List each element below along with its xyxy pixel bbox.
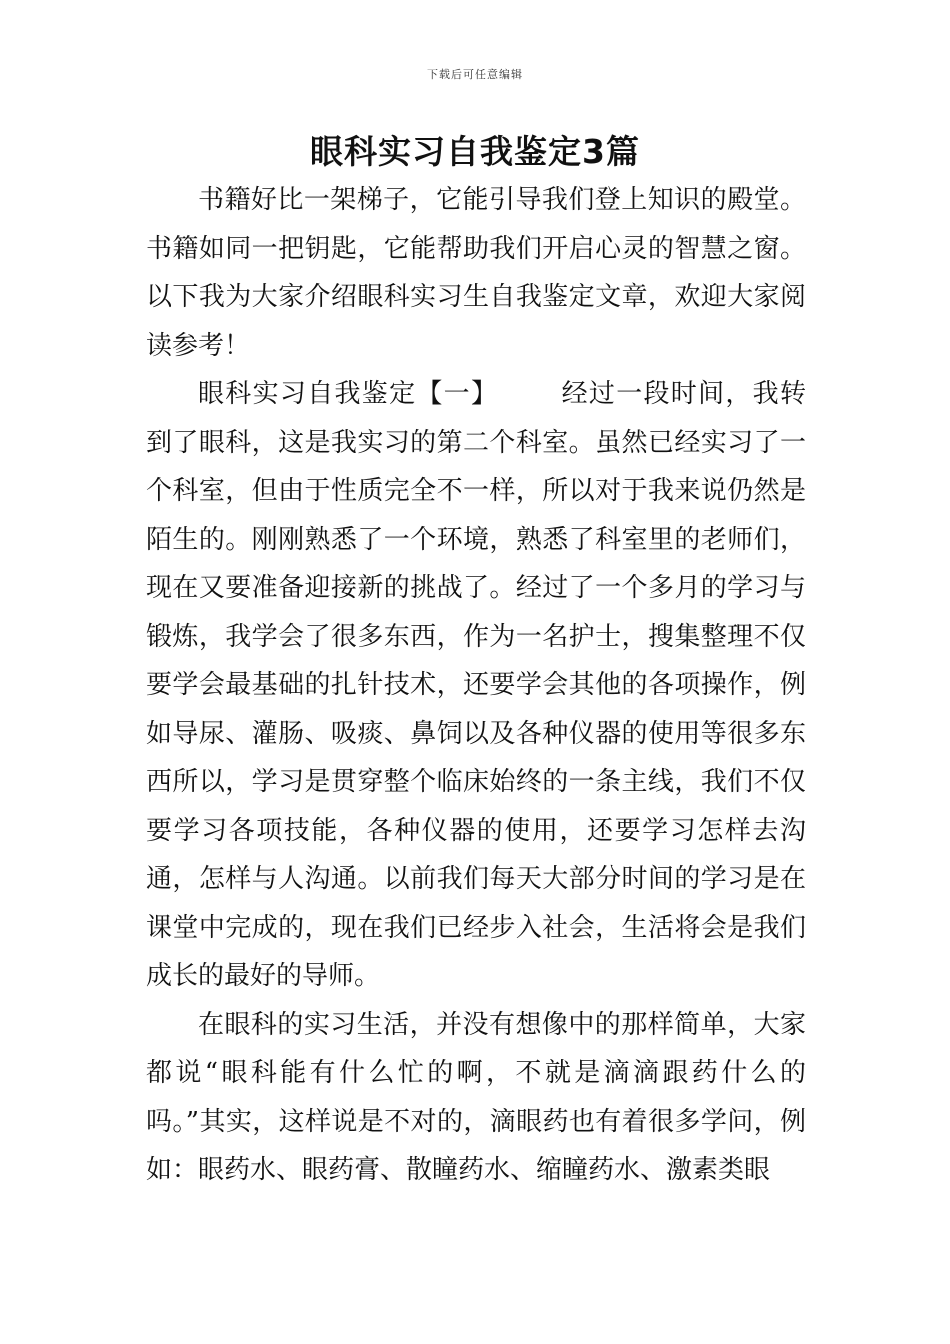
header-note: 下载后可任意编辑 xyxy=(427,68,523,81)
document-title: 眼科实习自我鉴定3篇 xyxy=(310,132,640,171)
intro-paragraph: 书籍好比一架梯子，它能引导我们登上知识的殿堂。书籍如同一把钥匙，它能帮助我们开启心灵的智慧之窗。以下我为大家介绍眼科实习生自我鉴定文章，欢迎大家阅读参考！ xyxy=(146,185,806,361)
paragraph-3: 在眼科的实习生活，并没有想像中的那样简单，大家都说“眼科能有什么忙的啊，不就是滴滴跟药什么的吗。”其实，这样说是不对的，滴眼药也有着很多学问，例如：眼药水、眼药膏、散瞳药水、缩瞳药水、激素类眼 xyxy=(146,1009,806,1185)
section1-heading: 眼科实习自我鉴定【一】 xyxy=(198,379,499,409)
section1-body: 经过一段时间，我转到了眼科，这是我实习的第二个科室。虽然已经实习了一个科室，但由于性质完全不一样，所以对于我来说仍然是陌生的。刚刚熟悉了一个环境，熟悉了科室里的老师们，现在又要准备迎接新的挑战了。经过了一个多月的学习与锻炼，我学会了很多东西，作为一名护士，搜集整理不仅要学会最基础的扎针技术，还要学会其他的各项操作，例如导尿、灌肠、吸痰、鼻饲以及各种仪器的使用等很多东西所以，学习是贯穿整个临床始终的一条主线，我们不仅要学习各项技能，各种仪器的使用，还要学习怎样去沟通，怎样与人沟通。以前我们每天大部分时间的学习是在课堂中完成的，现在我们已经步入社会，生活将会是我们成长的最好的导师。 xyxy=(146,379,806,991)
document-body xyxy=(146,176,806,1195)
section1-paragraph xyxy=(146,370,806,1001)
